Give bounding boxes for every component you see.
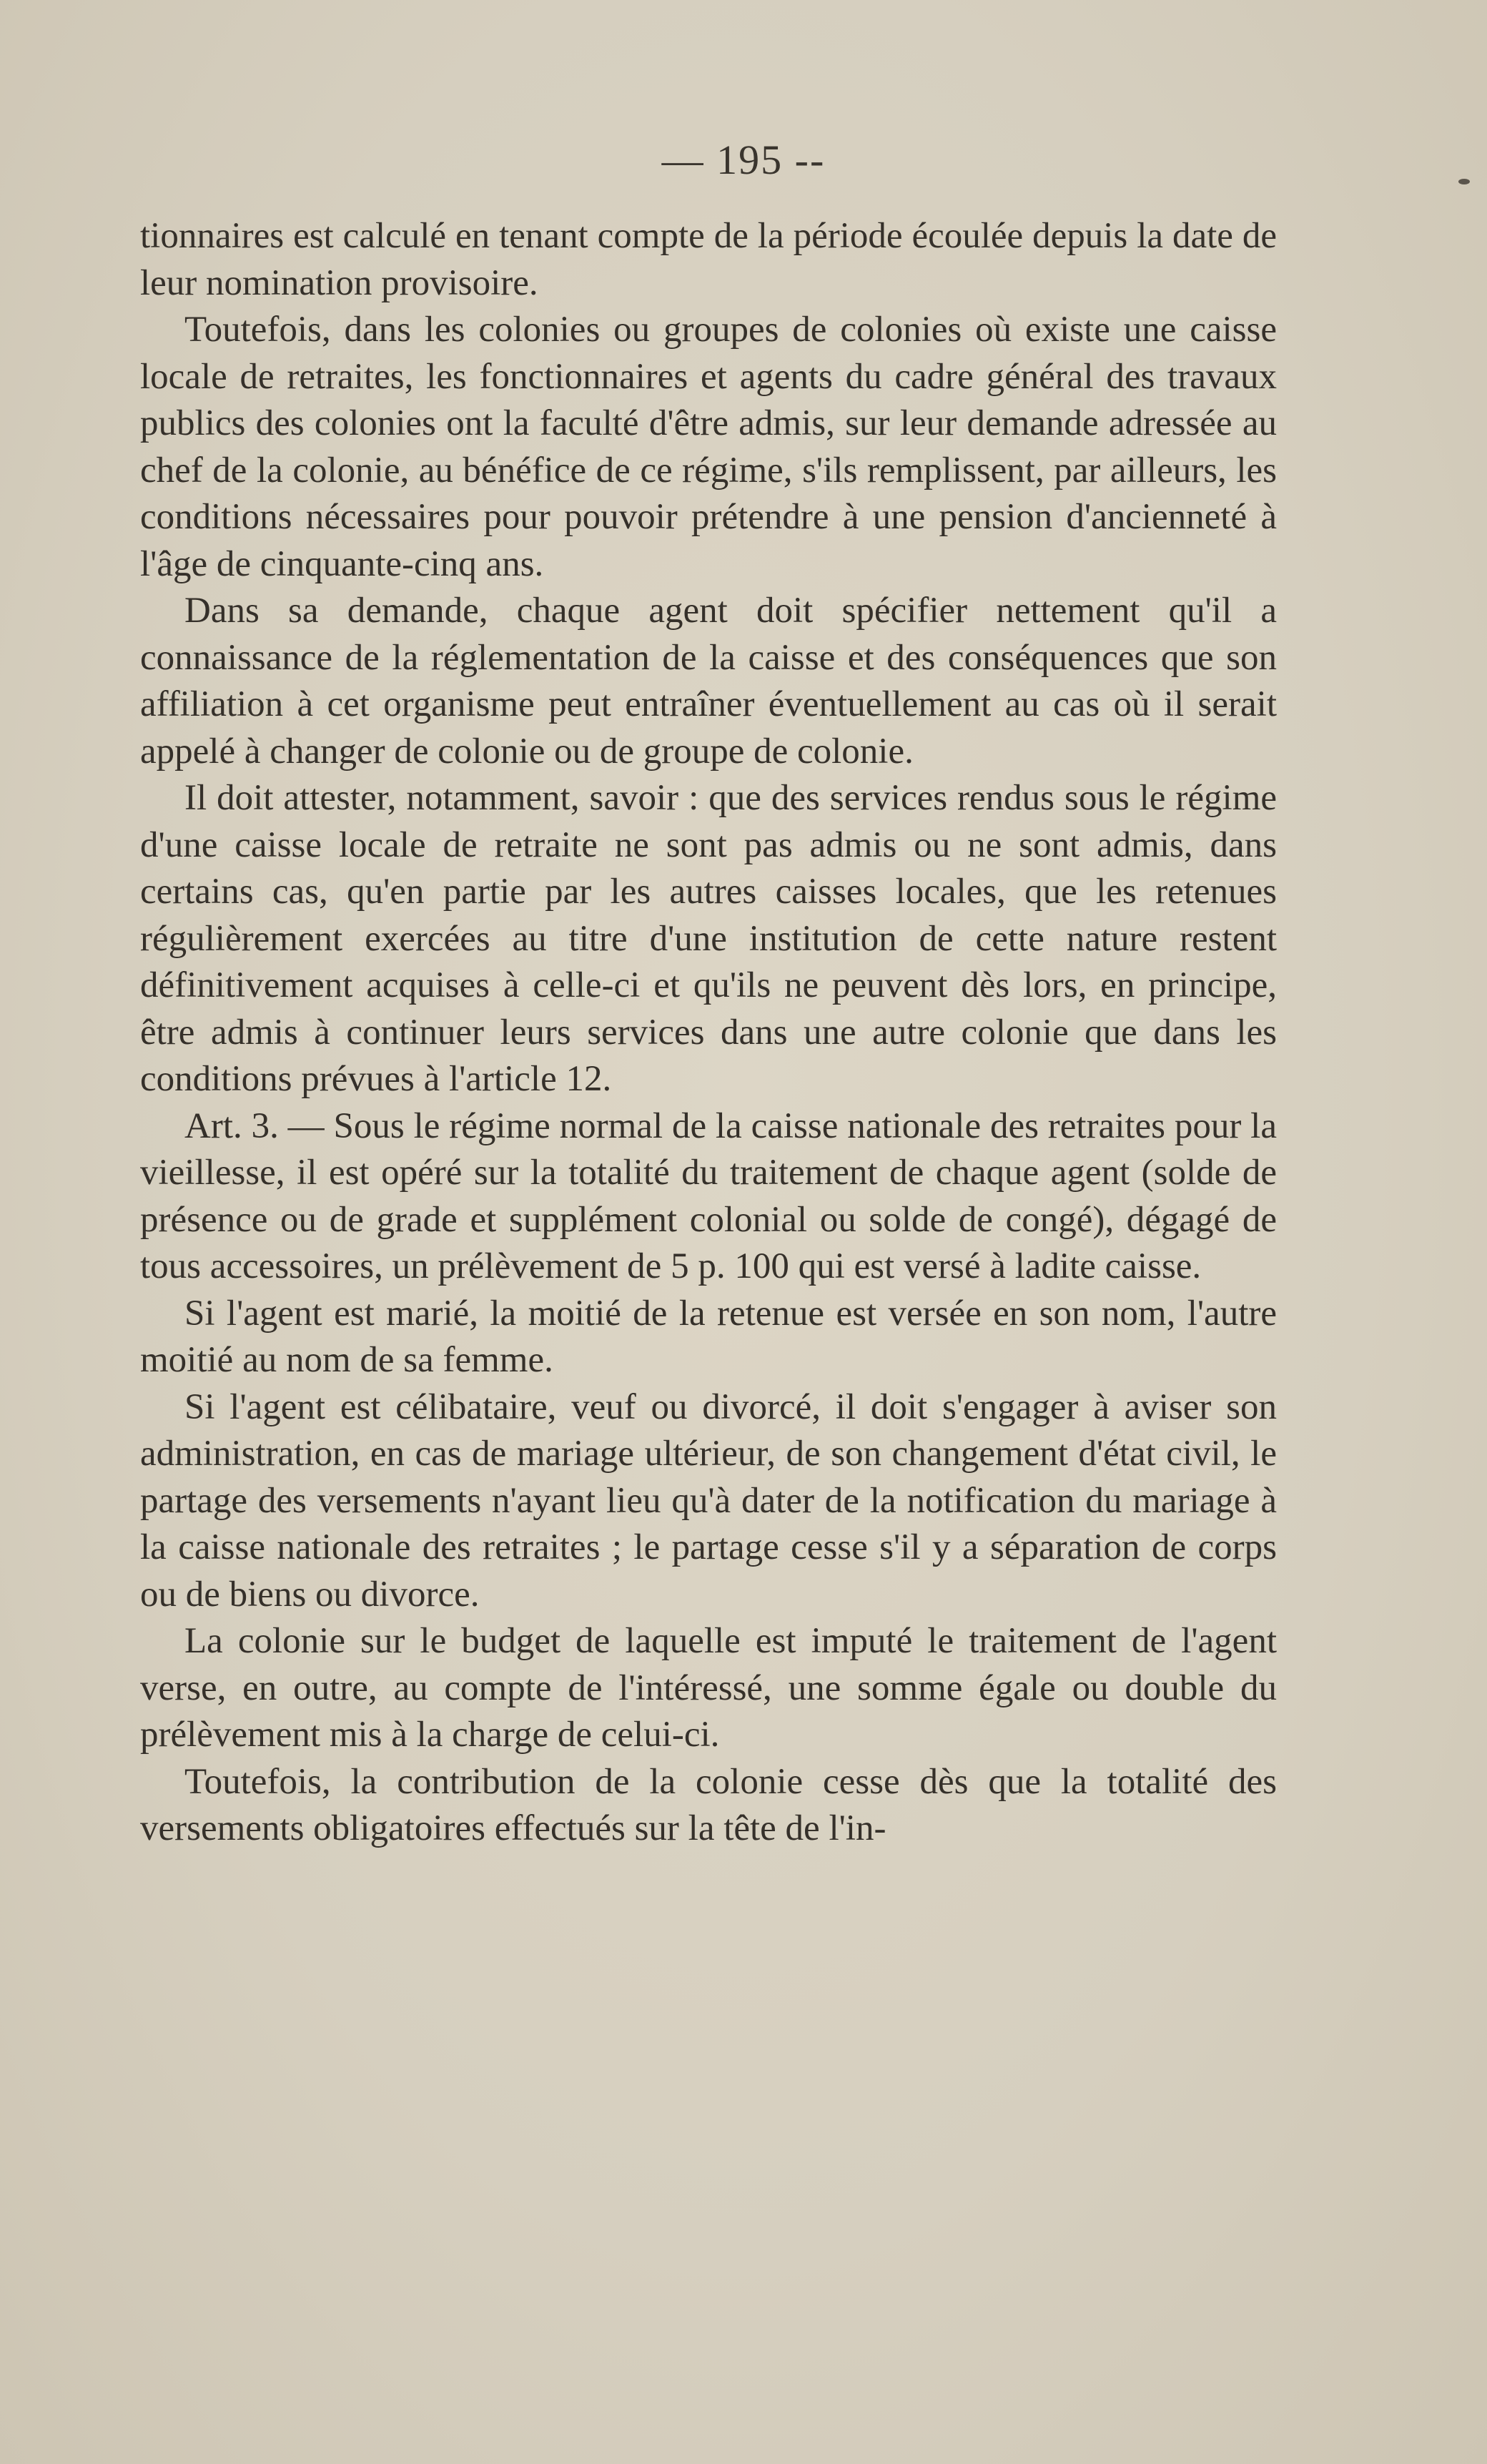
body-text [140,213,1277,1853]
paragraph: Toutefois, dans les colonies ou groupes de colonies où existe une caisse locale de retraites, les fonctionnaires et agents du cadre général des travaux publics des colonies ont la faculté d'être admis, sur leur demande adressée au chef de la colonie, au bénéfice de ce régime, s'ils remplissent, par ailleurs, les conditions nécessaires pour pouvoir prétendre à une pension d'ancienneté à l'âge de cinquante-cinq ans. [140,310,1277,584]
paragraph: Il doit attester, notamment, savoir : que des services rendus sous le régime d'une caisse locale de retraite ne sont pas admis ou ne sont admis, dans certains cas, qu'en partie par les autres caisses locales, que les retenues régulièrement exercées au titre d'une institution de cette nature restent définitivement acquises à celle-ci et qu'ils ne peuvent dès lors, en principe, être admis à continuer leurs services dans une autre colonie que dans les conditions prévues à l'article 12. [140,778,1277,1099]
paragraph: Toutefois, la contribution de la colonie cesse dès que la totalité des versements obligatoires effectués sur la tête de l'in- [140,1761,1277,1848]
page-number: — 195 -- [661,137,826,183]
paragraph: Si l'agent est célibataire, veuf ou divorcé, il doit s'engager à aviser son administration, en cas de mariage ultérieur, de son changement d'état civil, le partage des versements n'ayant lieu qu'à dater de la notification du mariage à la caisse nationale des retraites ; le partage cesse s'il y a séparation de corps ou de biens ou divorce. [140,1386,1277,1615]
paragraph-continuation: tionnaires est calculé en tenant compte de la période écoulée depuis la date de leur nomination provisoire. [140,216,1277,303]
ink-speck [1458,179,1470,184]
paragraph: La colonie sur le budget de laquelle est imputé le traitement de l'agent verse, en outre, au compte de l'intéressé, une somme égale ou double du prélèvement mis à la charge de celui-ci. [140,1621,1277,1755]
paragraph: Dans sa demande, chaque agent doit spécifier nettement qu'il a connaissance de la réglementation de la caisse et des conséquences que son affiliation à cet organisme peut entraîner éventuellement au cas où il serait appelé à changer de colonie ou de groupe de colonie. [140,591,1277,772]
article-3-paragraph: Art. 3. — Sous le régime normal de la caisse nationale des retraites pour la vieillesse, il est opéré sur la totalité du traitement de chaque agent (solde de présence ou de grade et supplément colonial ou solde de congé), dégagé de tous accessoires, un prélèvement de 5 p. 100 qui est versé à ladite caisse. [140,1105,1277,1286]
paragraph: Si l'agent est marié, la moitié de la retenue est versée en son nom, l'autre moitié au nom de sa femme. [140,1293,1277,1380]
